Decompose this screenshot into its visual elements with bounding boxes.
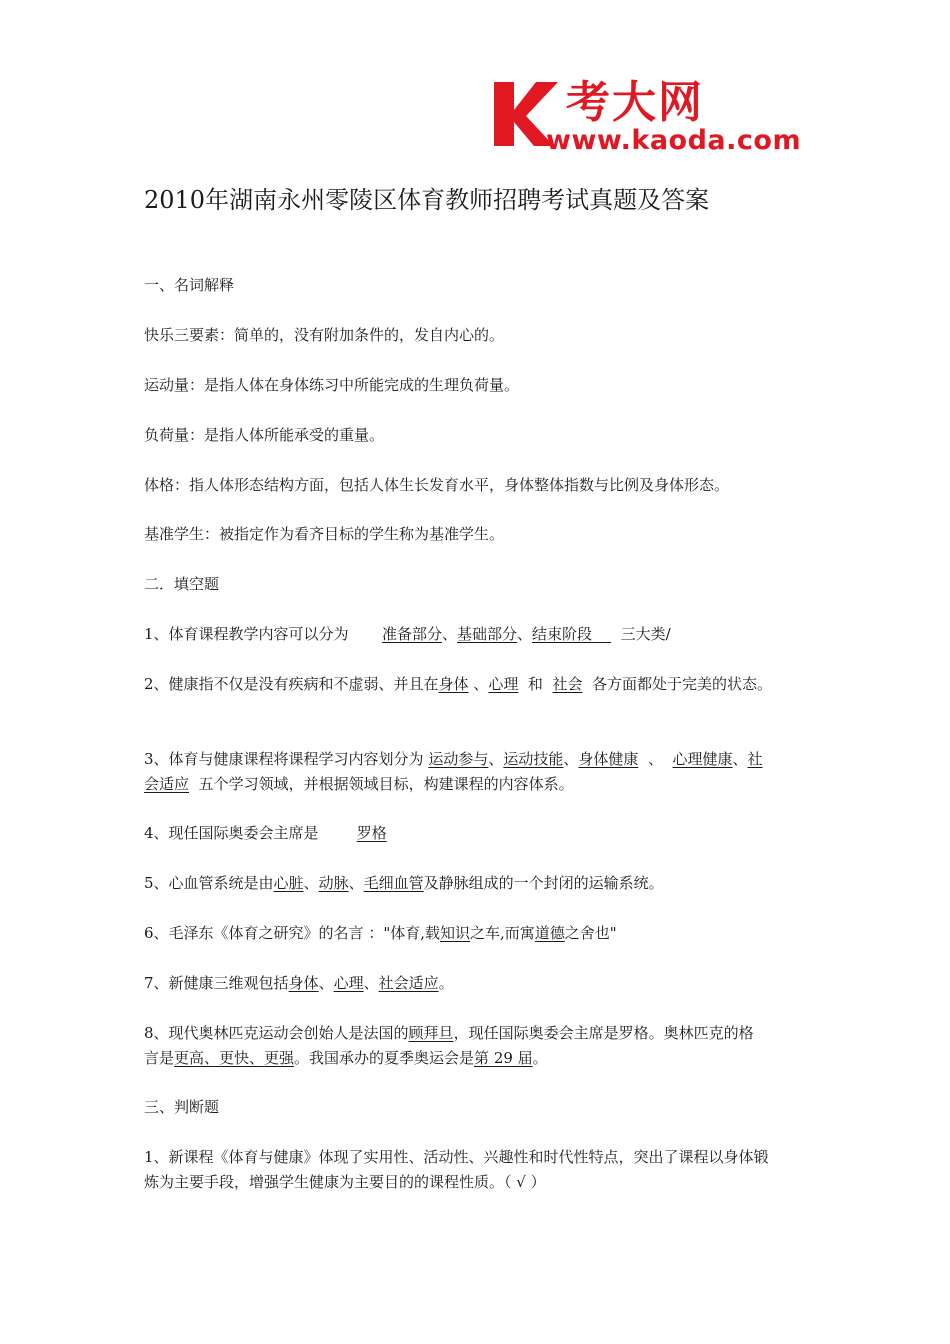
question-text: 、	[441, 625, 457, 643]
answer-blank: 心理健康	[672, 750, 733, 768]
logo-brand-text: 考大网	[566, 77, 704, 128]
question-text: 言是	[144, 1049, 175, 1067]
answer-blank: 动脉	[318, 874, 349, 892]
fill-question-2	[144, 672, 834, 697]
definition-item: 快乐三要素：简单的，没有附加条件的，发自内心的。	[144, 326, 505, 344]
answer-blank: 运动参与	[428, 750, 489, 768]
question-text: 、	[473, 675, 489, 693]
answer-blank: 运动技能	[503, 750, 564, 768]
fill-question-7	[144, 971, 824, 996]
answer-blank: 心理	[488, 675, 519, 693]
section-heading-fill: 二．填空题	[144, 575, 220, 593]
answer-blank: 罗格	[356, 824, 387, 842]
fill-question-5	[144, 871, 824, 896]
question-text: 、	[563, 750, 579, 768]
answer-blank: 道德	[534, 924, 565, 942]
answer-blank: 心理	[333, 974, 364, 992]
question-text: 。	[438, 974, 454, 992]
question-text: 各方面都处于完美的状态。	[592, 675, 773, 693]
answer-blank: 知识	[439, 924, 470, 942]
answer-blank: 社会适应	[378, 974, 439, 992]
question-text: 炼为主要手段，增强学生健康为主要目的的课程性质。（ √ ）	[144, 1173, 546, 1191]
fill-question-6	[144, 921, 824, 946]
question-text: 、	[732, 750, 748, 768]
fill-question-1	[144, 622, 824, 647]
answer-blank: 更高、更快、更强	[174, 1049, 295, 1067]
question-text: 、	[488, 750, 504, 768]
question-text: 之舍也"	[564, 924, 617, 942]
definition-item: 运动量：是指人体在身体练习中所能完成的生理负荷量。	[144, 376, 520, 394]
section-heading-judge: 三、判断题	[144, 1098, 220, 1116]
fill-question-3	[144, 747, 834, 797]
judge-question-1	[144, 1145, 824, 1195]
question-text: 8、现代奥林匹克运动会创始人是法国的	[144, 1024, 409, 1042]
answer-blank: 身体	[438, 675, 469, 693]
question-text: 和	[527, 675, 543, 693]
answer-blank: 第 29 届	[474, 1049, 533, 1067]
question-text: 。我国承办的夏季奥运会是	[294, 1049, 475, 1067]
question-text: 之车,而寓	[470, 924, 535, 942]
question-text: 五个学习领域，并根据领域目标，构建课程的内容体系。	[198, 775, 574, 793]
question-text: 1、新课程《体育与健康》体现了实用性、活动性、兴趣性和时代性特点，突出了课程以身体锻	[144, 1148, 769, 1166]
question-text: 2、健康指不仅是没有疾病和不虚弱、并且在	[144, 675, 439, 693]
answer-blank: 社会	[552, 675, 583, 693]
question-text: 、	[647, 750, 663, 768]
question-text: ，现任国际奥委会主席是罗格。奥林匹克的格	[453, 1024, 754, 1042]
document-title: 2010年湖南永州零陵区体育教师招聘考试真题及答案	[144, 186, 710, 214]
question-text: 及静脉组成的一个封闭的运输系统。	[423, 874, 664, 892]
answer-blank: 基础部分	[456, 625, 517, 643]
question-text: 、	[318, 974, 334, 992]
question-text: 1、体育课程教学内容可以分为	[144, 625, 349, 643]
answer-blank: 身体	[288, 974, 319, 992]
answer-blank: 身体健康	[578, 750, 639, 768]
question-text: 、	[303, 874, 319, 892]
question-text: 4、现任国际奥委会主席是	[144, 824, 319, 842]
kaoda-logo	[490, 78, 810, 160]
question-text: 3、体育与健康课程将课程学习内容划分为	[144, 750, 424, 768]
logo-url: www.kaoda.com	[546, 125, 802, 156]
answer-blank: 顾拜旦	[408, 1024, 454, 1042]
fill-question-8	[144, 1021, 824, 1071]
answer-blank: 心脏	[273, 874, 304, 892]
question-text: 、	[348, 874, 364, 892]
answer-blank: 社	[747, 750, 763, 768]
definition-item: 体格：指人体形态结构方面，包括人体生长发育水平，身体整体指数与比例及身体形态。	[144, 476, 730, 494]
question-text: 三大类/	[620, 625, 671, 643]
answer-blank: 准备部分	[381, 625, 442, 643]
definition-item: 负荷量：是指人体所能承受的重量。	[144, 426, 385, 444]
answer-blank: 会适应	[144, 775, 190, 793]
answer-blank: 结束阶段	[532, 625, 593, 643]
section-heading-definitions: 一、名词解释	[144, 276, 235, 294]
question-text: 5、心血管系统是由	[144, 874, 274, 892]
definition-item: 基准学生：被指定作为看齐目标的学生称为基准学生。	[144, 525, 505, 543]
fill-question-4	[144, 821, 824, 846]
question-text: 7、新健康三维观包括	[144, 974, 289, 992]
question-text: 6、毛泽东《体育之研究》的名言 ："体育,载	[144, 924, 440, 942]
answer-blank: 毛细血管	[363, 874, 424, 892]
question-text: 、	[516, 625, 532, 643]
question-text: 、	[363, 974, 379, 992]
question-text: 。	[532, 1049, 548, 1067]
